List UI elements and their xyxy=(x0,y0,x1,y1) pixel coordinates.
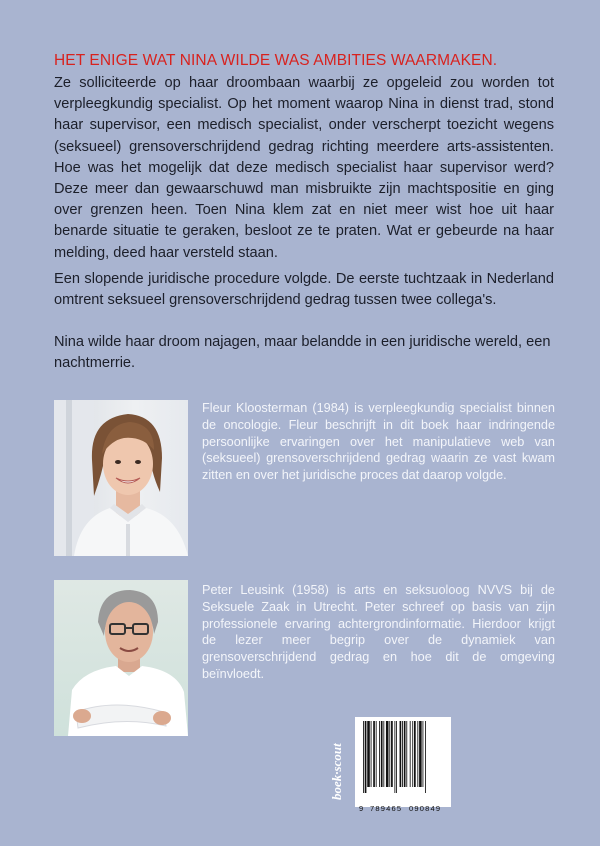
barcode-bar xyxy=(400,721,402,787)
author-bio-peter: Peter Leusink (1958) is arts en seksuoloog NVVS bij de Seksuele Zaak in Utrecht. Peter schreef op basis van zijn professionele ervaring achtergrondinformatie. Hierdoor krijgt de lezer meer begrip over de dynamiek van grensoverschrijdend gedrag en hoe dit de omgeving beïnvloedt. xyxy=(202,583,555,681)
barcode-bar xyxy=(373,721,375,787)
barcode-bar xyxy=(425,721,426,793)
barcode-right-digits: 090849 xyxy=(409,804,442,813)
barcode-bar xyxy=(412,721,413,787)
back-cover-headline: HET ENIGE WAT NINA WILDE WAS AMBITIES WAARMAKEN. xyxy=(54,52,498,69)
barcode-bar xyxy=(404,721,406,787)
barcode-bar xyxy=(423,721,424,787)
barcode-bar xyxy=(363,721,364,793)
barcode-bar xyxy=(394,721,395,793)
blurb-paragraph-1: Ze solliciteerde op haar droombaan waarbij ze opgeleid zou worden tot verpleegkundig specialist. Op het moment waarop Nina in dienst trad, stond haar supervisor, een medisch specialist, onder verscherpt toezicht wegens (seksueel) grensoverschrijdend gedrag richting meerdere arts-assistenten. Hoe was het mogelijk dat deze medisch specialist haar supervisor werd? Deze meer dan gewaarschuwd man misbruikte zijn machtspositie en ging over grenzen heen. Toen Nina klem zat en niet meer wist hoe uit haar benarde situatie te geraken, besloot ze te praten. Wat er gebeurde na haar melding, deed haar versteld staan. xyxy=(54,75,554,261)
barcode-bar xyxy=(381,721,383,787)
barcode-bar xyxy=(396,721,397,793)
barcode-bar xyxy=(417,721,418,787)
barcode-bar xyxy=(371,721,372,787)
barcode-bar xyxy=(376,721,377,787)
barcode-bar xyxy=(386,721,389,787)
blurb-paragraph-3: Nina wilde haar droom najagen, maar belandde in een juridische wereld, een nachtmerrie. xyxy=(54,334,551,372)
publisher-name: boek·scout xyxy=(329,743,344,800)
barcode-bar xyxy=(365,721,367,793)
barcode-bar xyxy=(389,721,390,787)
author-photo-peter xyxy=(54,580,188,736)
barcode-bar xyxy=(406,721,407,787)
barcode-bar xyxy=(391,721,393,787)
barcode-left-digits: 789465 xyxy=(370,804,403,813)
barcode-bar xyxy=(367,721,370,787)
blurb-paragraph-2: Een slopende juridische procedure volgde. De eerste tuchtzaak in Nederland omtrent seksueel grensoverschrijdend gedrag tussen twee collega's. xyxy=(54,271,554,309)
barcode-first-digit: 9 xyxy=(359,804,364,813)
barcode-bar xyxy=(383,721,384,787)
barcode-bar xyxy=(419,721,422,787)
barcode-bar xyxy=(402,721,403,787)
publisher-logo xyxy=(328,722,346,802)
barcode-bar xyxy=(379,721,380,787)
author-bio-fleur: Fleur Kloosterman (1984) is verpleegkundig specialist binnen de oncologie. Fleur beschrijft in dit boek haar indringende persoonlijke ervaringen over het manipulatieve web van (seksueel) grensoverschrijdend gedrag waarin ze vast kwam zitten en over het juridische proces dat daarop volgde. xyxy=(202,401,555,483)
author-photo-fleur xyxy=(54,400,188,556)
isbn-barcode xyxy=(355,717,451,813)
barcode-bar xyxy=(410,721,411,787)
barcode-bar xyxy=(414,721,416,787)
